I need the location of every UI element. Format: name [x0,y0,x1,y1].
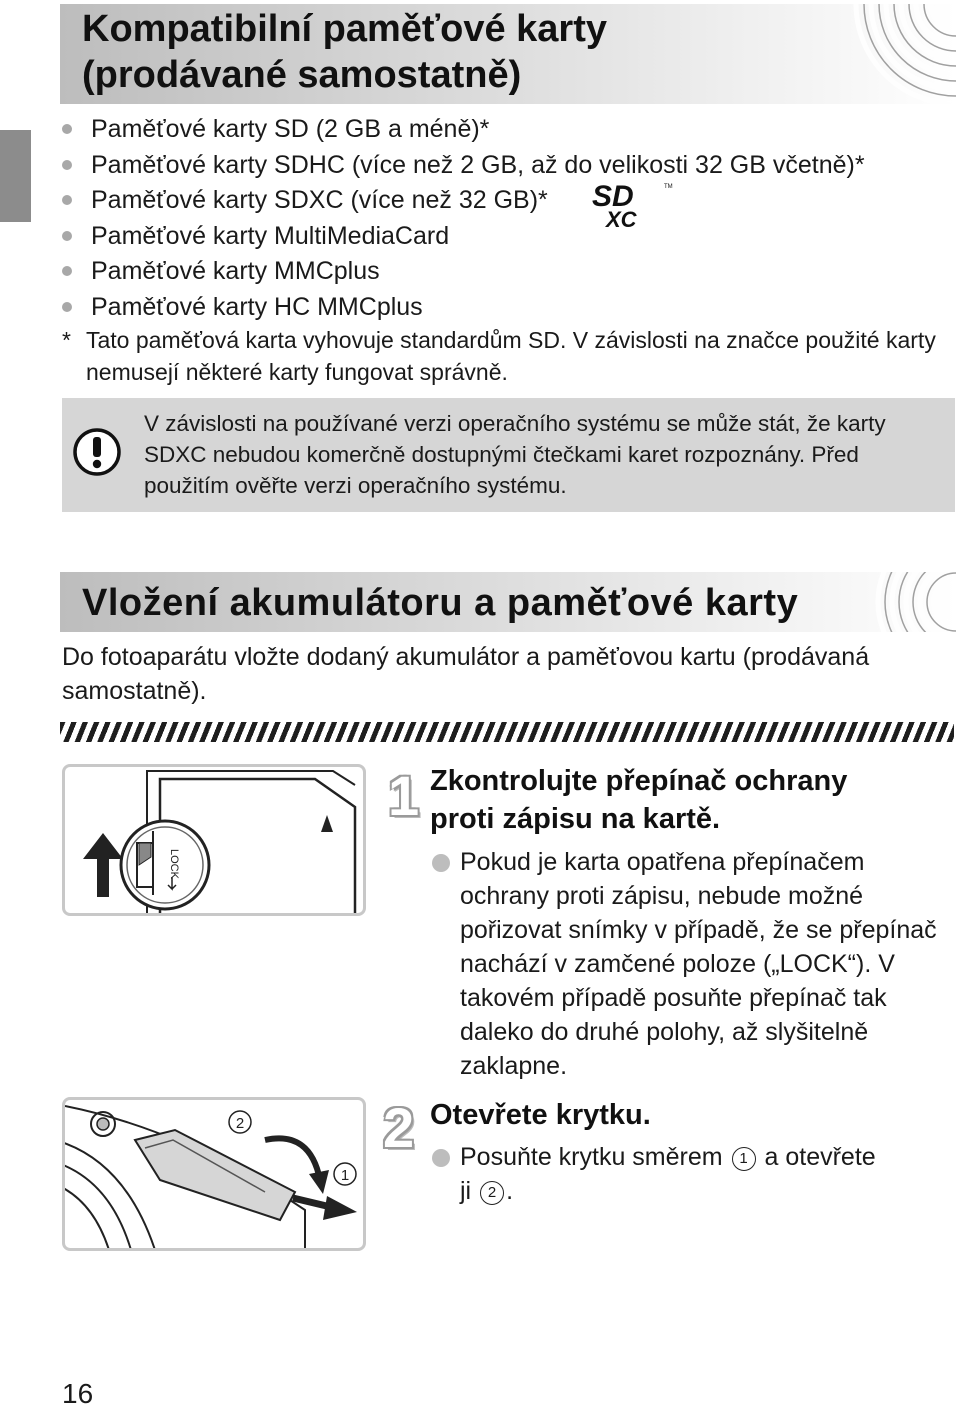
list-item: Paměťové karty HC MMCplus [62,290,942,326]
svg-text:TM: TM [664,184,673,190]
compatible-cards-list [62,112,942,325]
title-line-1: Kompatibilní paměťové karty [82,8,608,50]
svg-text:SD: SD [592,180,634,213]
svg-text:1: 1 [340,1167,350,1184]
section-header-compatible-cards [60,4,956,104]
camera-cover-illustration [65,1100,363,1248]
caution-icon [71,426,123,478]
footnote-marker: * [62,327,71,353]
hatched-divider [60,722,954,742]
list-item: Paměťové karty MultiMediaCard [62,219,942,255]
bullet-icon [62,231,72,241]
bullet-icon [432,1149,450,1167]
svg-text:LOCK: LOCK [168,849,180,879]
bullet-icon [62,124,72,134]
chapter-side-tab [0,130,31,222]
section-intro: Do fotoaparátu vložte dodaný akumulátor a paměťovou kartu (prodávaná samostatně). [62,643,870,705]
step-body: Posuňte krytku směrem 1 a otevřete ji 2 . [460,1140,940,1208]
section-header-insert-battery-card [60,572,956,632]
svg-text:2: 2 [235,1115,245,1132]
sd-card-illustration [65,767,363,913]
bullet-icon [62,195,72,205]
svg-text:XC: XC [606,207,637,230]
footnote-text: Tato paměťová karta vyhovuje standardům SD. V závislosti na značce použité karty nemusejí některé karty fungovat správně. [86,327,936,385]
bullet-icon [62,160,72,170]
illustration-card-lock-switch [62,764,366,916]
step-title: Otevřete krytku. [430,1099,651,1131]
warning-box [62,398,955,512]
title-line-2: (prodávané samostatně) [82,54,522,96]
list-item: Paměťové karty SDHC (více než 2 GB, až do velikosti 32 GB včetně)* [62,148,942,184]
bullet-icon [432,854,450,872]
warning-text: V závislosti na používané verzi operačního systému se může stát, že karty SDXC nebudou komerčně dostupnými čtečkami karet rozpoznány. Před použitím ověřte verzi operačního systému. [144,411,886,498]
list-item: Paměťové karty SDXC (více než 32 GB)* [62,183,942,219]
page-number: 16 [62,1378,94,1409]
step-title: Zkontrolujte přepínač ochrany proti zápisu na kartě. [430,765,848,835]
section-title: Vložení akumulátoru a paměťové karty [82,582,799,624]
step-number: 1 [388,764,420,827]
step-number: 2 [383,1096,415,1159]
section-title [82,6,607,98]
illustration-open-cover [62,1097,366,1251]
direction-marker-1: 1 [732,1147,756,1171]
swirl-decoration-icon [816,572,956,632]
list-item: Paměťové karty MMCplus [62,254,942,290]
direction-marker-2: 2 [480,1181,504,1205]
list-item: Paměťové karty SD (2 GB a méně)* [62,112,942,148]
bullet-icon [62,302,72,312]
swirl-decoration-icon [816,4,956,104]
sdxc-logo-icon [588,180,678,230]
bullet-icon [62,266,72,276]
step-body: Pokud je karta opatřena přepínačem ochrany proti zápisu, nebude možné pořizovat snímky v případě, že se přepínač nachází v zamčené poloze („LOCK“). V takovém případě posuňte přepínač tak daleko do druhé polohy, až slyšitelně zaklapne. [460,845,940,1083]
